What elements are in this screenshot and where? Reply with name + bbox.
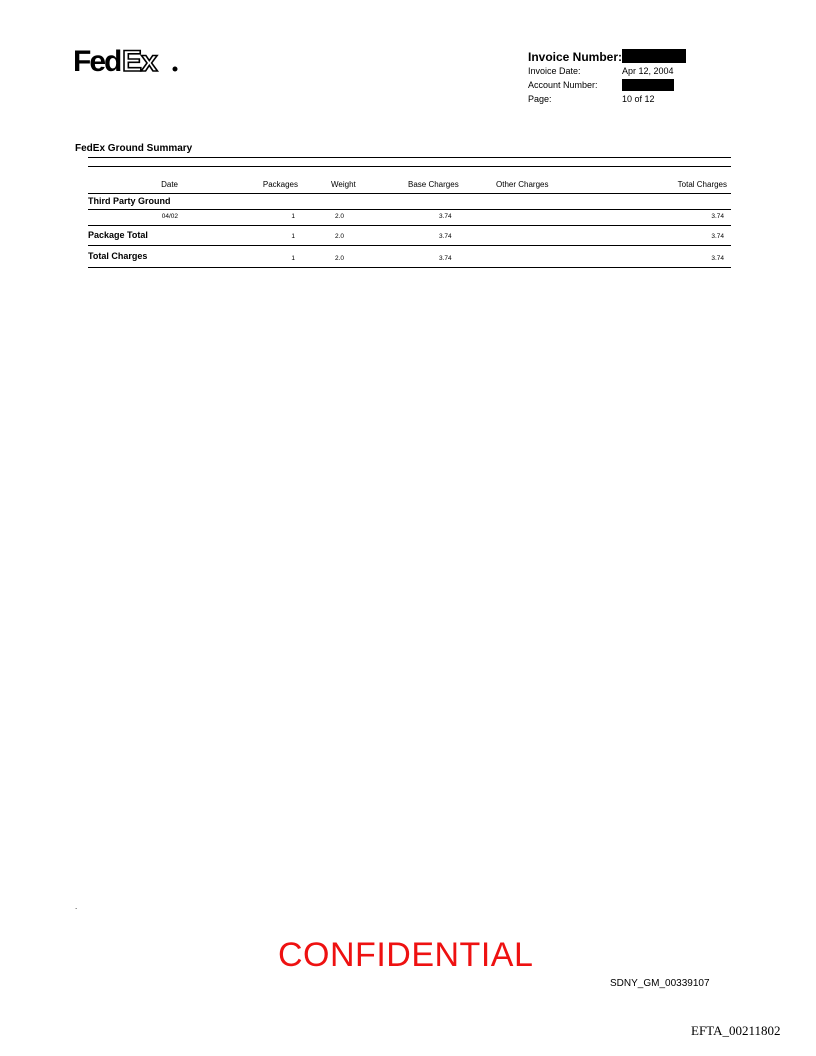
detail-total: 3.74 <box>711 213 724 220</box>
section-title: FedEx Ground Summary <box>75 143 193 154</box>
fedex-logo-dot <box>173 67 178 72</box>
account-number-label: Account Number: <box>528 80 598 90</box>
invoice-date-label: Invoice Date: <box>528 66 581 76</box>
fedex-logo-ex: Ex <box>122 45 157 78</box>
detail-date: 04/02 <box>161 213 178 220</box>
fedex-logo-fed: Fed <box>73 45 121 78</box>
col-header-weight: Weight <box>331 180 356 189</box>
bates-number: SDNY_GM_00339107 <box>610 978 710 989</box>
fedex-logo <box>73 44 183 78</box>
total-charges-total: 3.74 <box>711 255 724 262</box>
package-total-total: 3.74 <box>711 233 724 240</box>
package-total-weight: 2.0 <box>335 233 345 240</box>
total-charges-weight: 2.0 <box>335 255 345 262</box>
package-total-label: Package Total <box>88 230 148 240</box>
group-label: Third Party Ground <box>88 196 171 206</box>
col-header-date: Date <box>161 180 178 189</box>
section-rule <box>88 157 731 158</box>
stray-dot: . <box>75 902 78 911</box>
package-total-rule <box>88 245 731 246</box>
total-charges-base: 3.74 <box>439 255 452 262</box>
col-header-packages: Packages <box>262 180 298 189</box>
efta-number: EFTA_00211802 <box>691 1023 781 1038</box>
detail-rule <box>88 225 731 226</box>
confidential-stamp: CONFIDENTIAL <box>278 936 534 974</box>
detail-packages: 1 <box>291 213 295 220</box>
header-rule <box>88 193 731 194</box>
total-charges-packages: 1 <box>291 255 295 262</box>
col-header-base-charges: Base Charges <box>408 180 459 189</box>
group-rule <box>88 209 731 210</box>
detail-weight: 2.0 <box>335 213 345 220</box>
col-header-other-charges: Other Charges <box>496 180 549 189</box>
invoice-number-redaction <box>622 49 686 63</box>
table-bottom-rule <box>88 267 731 268</box>
page-value: 10 of 12 <box>622 94 655 104</box>
detail-base: 3.74 <box>439 213 452 220</box>
page-label: Page: <box>528 94 552 104</box>
account-number-redaction <box>622 79 674 91</box>
invoice-number-label: Invoice Number: <box>528 50 623 64</box>
package-total-base: 3.74 <box>439 233 452 240</box>
invoice-date-value: Apr 12, 2004 <box>622 66 674 76</box>
total-charges-label: Total Charges <box>88 251 148 261</box>
table-top-rule <box>88 166 731 167</box>
col-header-total-charges: Total Charges <box>677 180 727 189</box>
package-total-packages: 1 <box>291 233 295 240</box>
